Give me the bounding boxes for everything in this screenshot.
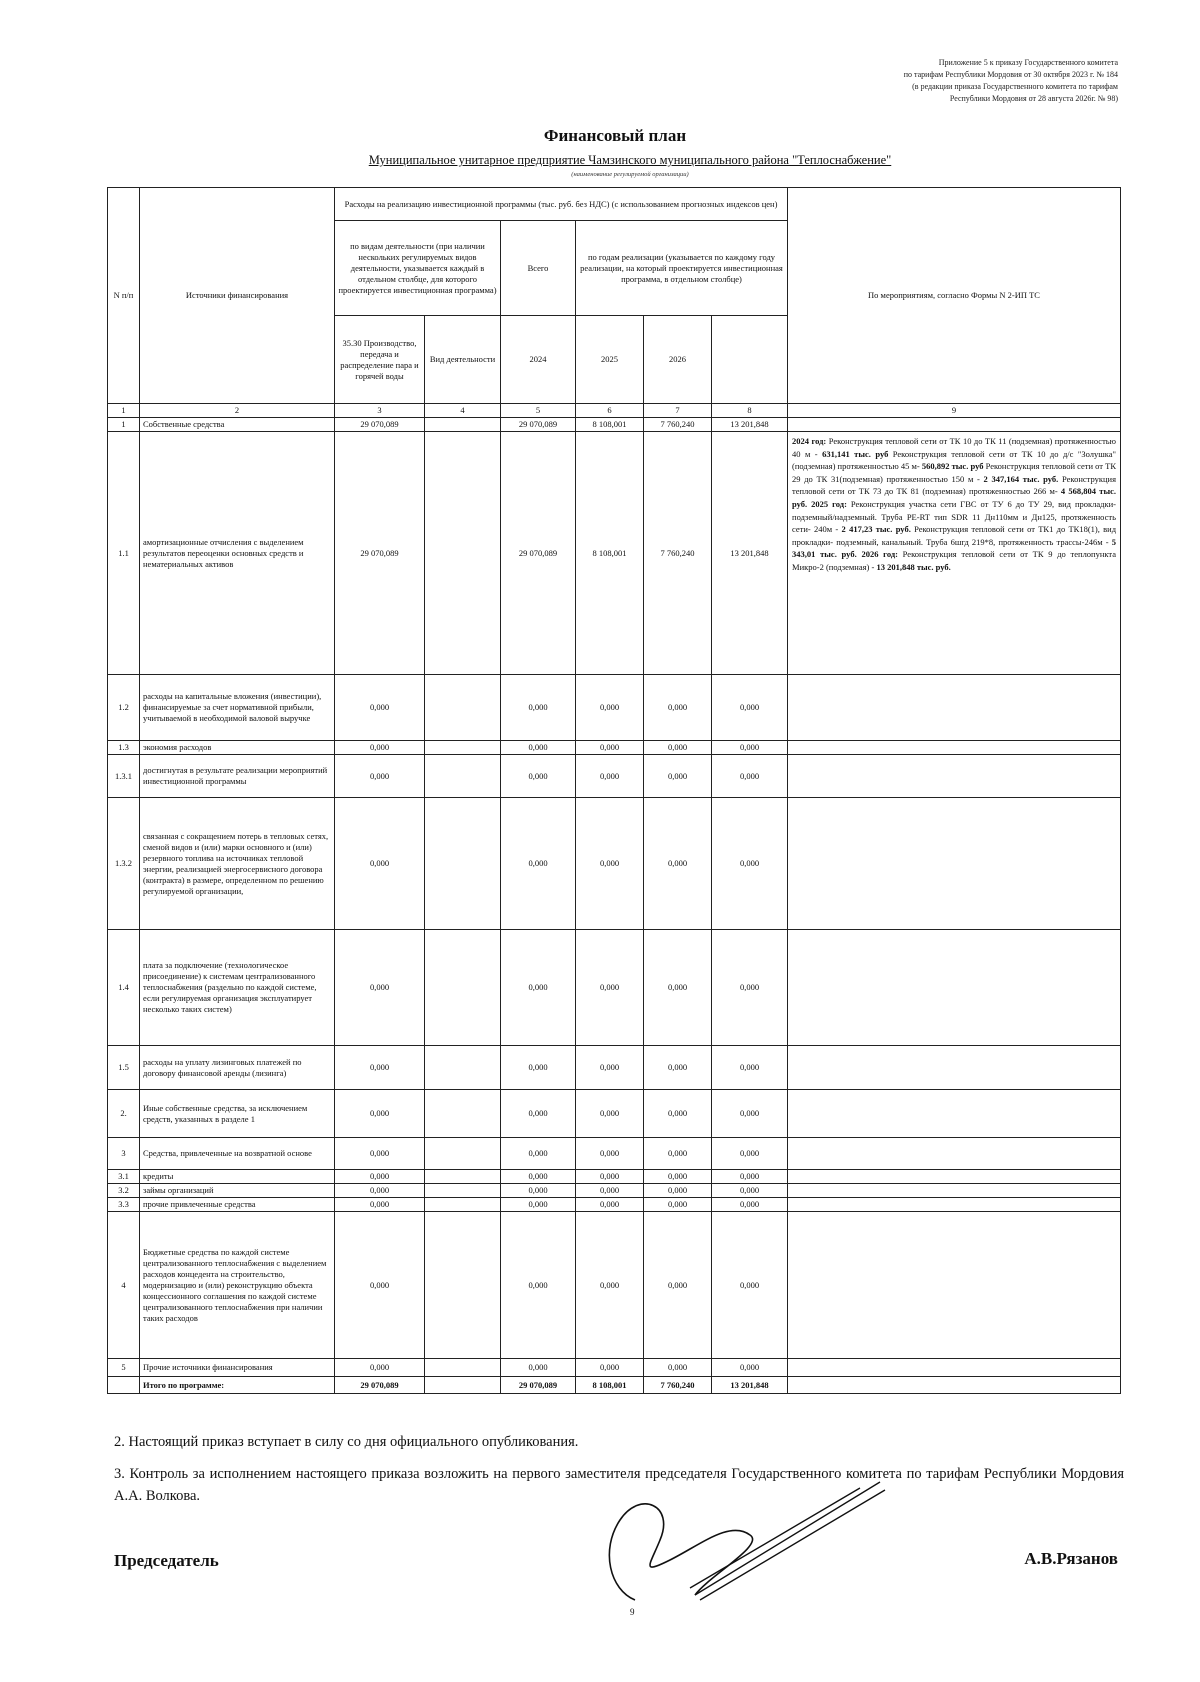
cell-2024: 0,000: [576, 1212, 644, 1359]
cell-2025: 0,000: [644, 1184, 712, 1198]
cell-events: [788, 1170, 1121, 1184]
signature: [600, 1480, 890, 1610]
table-row: [108, 1170, 1121, 1184]
cell-total: 0,000: [501, 1359, 576, 1377]
cell-activity-2: [425, 1359, 501, 1377]
cell-2025: 7 760,240: [644, 432, 712, 675]
cell-2025: 0,000: [644, 741, 712, 755]
financial-plan-table: [107, 187, 1121, 1394]
cell-events: [788, 1046, 1121, 1090]
table-row: [108, 1359, 1121, 1377]
document-title: Финансовый план: [543, 126, 687, 145]
row-source-name: займы организаций: [140, 1184, 335, 1198]
table-row: [108, 418, 1121, 432]
cell-total: 0,000: [501, 675, 576, 741]
row-number: [108, 1377, 140, 1394]
row-number: 1: [108, 418, 140, 432]
row-source-name: прочие привлеченные средства: [140, 1198, 335, 1212]
cell-activity-1: 0,000: [335, 1184, 425, 1198]
row-source-name: расходы на капитальные вложения (инвестиции), финансируемые за счет нормативной прибыли, учитываемой в необходимой валовой выручке: [140, 675, 335, 741]
cell-activity-2: [425, 675, 501, 741]
cell-activity-1: 0,000: [335, 1198, 425, 1212]
events-description-segment: 4 568,804 тыс. руб.: [792, 486, 1116, 509]
cell-2026: 0,000: [712, 1212, 788, 1359]
cell-2026: 0,000: [712, 1359, 788, 1377]
cell-activity-1: 0,000: [335, 930, 425, 1046]
cell-events: [788, 675, 1121, 741]
events-description-segment: Реконструкция тепловой сети от ТК 10 до д/с "Золушка" (подземная) протяженностью 45 м-: [792, 448, 1117, 472]
column-number-row: [108, 404, 1121, 418]
cell-2024: 0,000: [576, 1198, 644, 1212]
events-description-segment: 2024 год:: [792, 436, 827, 446]
cell-2024: 0,000: [576, 1359, 644, 1377]
header-activity-1: 35.30 Производство, передача и распределение пара и горячей воды: [335, 316, 425, 404]
cell-2026: 0,000: [712, 1198, 788, 1212]
table-row: [108, 675, 1121, 741]
table-row: [108, 1184, 1121, 1198]
cell-events: [788, 1359, 1121, 1377]
row-number: 1.5: [108, 1046, 140, 1090]
row-source-name: Прочие источники финансирования: [140, 1359, 335, 1377]
cell-2025: 0,000: [644, 798, 712, 930]
paragraph-2: 2. Настоящий приказ вступает в силу со дня официального опубликования.: [114, 1434, 579, 1450]
table-row: [108, 930, 1121, 1046]
cell-activity-1: 0,000: [335, 798, 425, 930]
events-description-segment: 631,141 тыс. руб: [822, 448, 889, 459]
cell-2026: 0,000: [712, 1138, 788, 1170]
header-by-year: по годам реализации (указывается по каждому году реализации, на который проектируется инвестиционная программа, в отдельном столбце): [576, 221, 788, 316]
table-row: [108, 1377, 1121, 1394]
cell-2025: 0,000: [644, 1198, 712, 1212]
table-row: [108, 1212, 1121, 1359]
events-description: [788, 432, 1121, 675]
events-description-segment: Реконструкция участка сети ГВС от ТУ 6 до ТУ 29, вид прокладки- подземный/надземный. Труба PE-RT тип SDR 11 Дн110мм и Дн125, протяженность сети- 240м -: [792, 498, 1117, 535]
events-description-segment: 2025 год:: [811, 498, 847, 509]
cell-2024: 0,000: [576, 798, 644, 930]
cell-events: [788, 1184, 1121, 1198]
colnum: 4: [425, 404, 501, 418]
cell-2026: 13 201,848: [712, 418, 788, 432]
cell-activity-2: [425, 1377, 501, 1394]
appendix-line-2: по тарифам Республики Мордовия от 30 октября 2023 г. № 184: [903, 70, 1118, 79]
cell-events: [788, 741, 1121, 755]
header-year-2026: 2026: [644, 316, 712, 404]
page-number: 9: [630, 1607, 635, 1617]
cell-2026: 0,000: [712, 798, 788, 930]
cell-2025: 0,000: [644, 930, 712, 1046]
row-source-name: достигнутая в результате реализации мероприятий инвестиционной программы: [140, 755, 335, 798]
paragraph-3: 3. Контроль за исполнением настоящего приказа возложить на первого заместителя председателя Государственного комитета по тарифам Республики Мордовия А.А. Волкова.: [114, 1466, 1124, 1504]
cell-total: 0,000: [501, 1212, 576, 1359]
cell-total: 0,000: [501, 755, 576, 798]
events-description-segment: Реконструкция тепловой сети от ТК1 до ТК18(1), вид прокладки- подземный, канальный. Труба 6шгд 219*8, протяженность трассы-246м -: [792, 524, 1117, 547]
cell-activity-2: [425, 1138, 501, 1170]
cell-2024: 8 108,001: [576, 432, 644, 675]
cell-total: 0,000: [501, 930, 576, 1046]
colnum: 8: [712, 404, 788, 418]
cell-2026: 0,000: [712, 741, 788, 755]
appendix-line-3: (в редакции приказа Государственного комитета по тарифам: [912, 82, 1118, 91]
row-source-name: Средства, привлеченные на возвратной основе: [140, 1138, 335, 1170]
header-source: Источники финансирования: [140, 188, 335, 404]
row-number: 3: [108, 1138, 140, 1170]
cell-2026: 0,000: [712, 675, 788, 741]
cell-activity-1: 29 070,089: [335, 418, 425, 432]
events-description-segment: Реконструкция тепловой сети от ТК 10 до ТК 11 (подземная) протяженностью 40 м -: [792, 436, 1117, 459]
cell-events: [788, 1198, 1121, 1212]
cell-2026: 0,000: [712, 1184, 788, 1198]
cell-total: 0,000: [501, 1170, 576, 1184]
cell-activity-2: [425, 755, 501, 798]
row-source-name: Собственные средства: [140, 418, 335, 432]
cell-activity-1: 0,000: [335, 1359, 425, 1377]
cell-2025: 0,000: [644, 1212, 712, 1359]
table-row: [108, 1198, 1121, 1212]
row-number: 2.: [108, 1090, 140, 1138]
cell-events: [788, 798, 1121, 930]
cell-activity-2: [425, 741, 501, 755]
row-number: 3.3: [108, 1198, 140, 1212]
cell-2026: 13 201,848: [712, 1377, 788, 1394]
events-description-segment: Реконструкция тепловой сети от ТК 29 до ТК 31(подземная) протяженностью 150 м -: [792, 461, 1117, 484]
cell-events: [788, 1212, 1121, 1359]
header-events: По мероприятиям, согласно Формы N 2-ИП ТС: [788, 188, 1121, 404]
cell-2024: 0,000: [576, 741, 644, 755]
cell-2025: 0,000: [644, 1359, 712, 1377]
table-row: [108, 432, 1121, 675]
cell-activity-2: [425, 1212, 501, 1359]
cell-2024: 0,000: [576, 1090, 644, 1138]
table-row: [108, 741, 1121, 755]
cell-2025: 0,000: [644, 1138, 712, 1170]
cell-total: 29 070,089: [501, 432, 576, 675]
row-number: 1.3.2: [108, 798, 140, 930]
appendix-line-1: Приложение 5 к приказу Государственного комитета: [938, 58, 1118, 67]
cell-activity-1: 0,000: [335, 1212, 425, 1359]
organization-caption: (наименование регулируемой организации): [571, 171, 689, 178]
cell-2024: 0,000: [576, 755, 644, 798]
row-number: 3.1: [108, 1170, 140, 1184]
cell-2026: 0,000: [712, 755, 788, 798]
cell-total: 29 070,089: [501, 418, 576, 432]
cell-events: [788, 1377, 1121, 1394]
cell-2024: 8 108,001: [576, 1377, 644, 1394]
colnum: 2: [140, 404, 335, 418]
colnum: 5: [501, 404, 576, 418]
row-source-name: плата за подключение (технологическое присоединение) к системам централизованного теплоснабжения (раздельно по каждой системе, если регулируемая организация эксплуатирует несколько таких систем): [140, 930, 335, 1046]
cell-2025: 7 760,240: [644, 418, 712, 432]
row-number: 1.4: [108, 930, 140, 1046]
row-number: 1.2: [108, 675, 140, 741]
row-number: 4: [108, 1212, 140, 1359]
cell-activity-2: [425, 930, 501, 1046]
cell-2026: 13 201,848: [712, 432, 788, 675]
row-source-name: экономия расходов: [140, 741, 335, 755]
cell-activity-1: 29 070,089: [335, 1377, 425, 1394]
appendix-note: [904, 57, 1118, 105]
events-description-segment: 13 201,848 тыс. руб.: [876, 561, 951, 572]
cell-2025: 0,000: [644, 1046, 712, 1090]
events-description-segment: 2 347,164 тыс. руб.: [983, 473, 1059, 484]
events-description-segment: 2 417,23 тыс. руб.: [841, 524, 911, 535]
cell-activity-1: 29 070,089: [335, 432, 425, 675]
row-source-name: Иные собственные средства, за исключением средств, указанных в разделе 1: [140, 1090, 335, 1138]
table-row: [108, 1090, 1121, 1138]
organization-name: Муниципальное унитарное предприятие Чамзинского муниципального района "Теплоснабжение": [368, 153, 892, 167]
cell-activity-1: 0,000: [335, 1138, 425, 1170]
header-year-2024: 2024: [501, 316, 576, 404]
colnum: 9: [788, 404, 1121, 418]
events-description-segment: Реконструкция тепловой сети от ТК 73 до ТК 81 (подземная) протяженностью 266 м-: [792, 473, 1116, 497]
row-source-name: амортизационные отчисления с выделением результатов переоценки основных средств и нематериальных активов: [140, 432, 335, 675]
header-by-activity: по видам деятельности (при наличии нескольких регулируемых видов деятельности, указывается каждый в отдельном столбце, для которого проектируется инвестиционная программа): [335, 221, 501, 316]
table-row: [108, 798, 1121, 930]
appendix-line-4: Республики Мордовия от 28 августа 2026г. № 98): [949, 94, 1118, 103]
events-description-segment: 5 343,01 тыс. руб.: [792, 536, 1117, 560]
row-number: 5: [108, 1359, 140, 1377]
cell-2026: 0,000: [712, 1046, 788, 1090]
row-source-name: расходы на уплату лизинговых платежей по договору финансовой аренды (лизинга): [140, 1046, 335, 1090]
cell-2025: 0,000: [644, 755, 712, 798]
cell-2026: 0,000: [712, 1090, 788, 1138]
cell-total: 29 070,089: [501, 1377, 576, 1394]
cell-activity-1: 0,000: [335, 1090, 425, 1138]
cell-activity-1: 0,000: [335, 741, 425, 755]
row-source-name: Итого по программе:: [140, 1377, 335, 1394]
cell-activity-2: [425, 418, 501, 432]
cell-2025: 0,000: [644, 1170, 712, 1184]
cell-total: 0,000: [501, 741, 576, 755]
cell-2024: 0,000: [576, 1184, 644, 1198]
events-description-segment: 560,892 тыс. руб: [921, 461, 984, 472]
table-row: [108, 1138, 1121, 1170]
cell-activity-2: [425, 798, 501, 930]
cell-activity-1: 0,000: [335, 1046, 425, 1090]
cell-2024: 0,000: [576, 1046, 644, 1090]
cell-activity-2: [425, 1170, 501, 1184]
cell-activity-1: 0,000: [335, 1170, 425, 1184]
cell-total: 0,000: [501, 1046, 576, 1090]
cell-events: [788, 1138, 1121, 1170]
header-num: N п/п: [108, 188, 140, 404]
table-row: [108, 1046, 1121, 1090]
cell-2024: 0,000: [576, 1170, 644, 1184]
events-description-segment: Реконструкция тепловой сети от ТК 9 до теплопункта Микро-2 (подземная) -: [792, 549, 1117, 572]
cell-2025: 0,000: [644, 675, 712, 741]
cell-events: [788, 418, 1121, 432]
cell-2024: 8 108,001: [576, 418, 644, 432]
cell-total: 0,000: [501, 798, 576, 930]
cell-events: [788, 755, 1121, 798]
cell-total: 0,000: [501, 1198, 576, 1212]
signer-name: А.В.Рязанов: [1024, 1549, 1118, 1568]
cell-activity-2: [425, 1046, 501, 1090]
cell-2025: 7 760,240: [644, 1377, 712, 1394]
colnum: 3: [335, 404, 425, 418]
colnum: 7: [644, 404, 712, 418]
cell-2025: 0,000: [644, 1090, 712, 1138]
cell-events: [788, 930, 1121, 1046]
cell-2026: 0,000: [712, 1170, 788, 1184]
row-number: 3.2: [108, 1184, 140, 1198]
header-activity-2: Вид деятельности: [425, 316, 501, 404]
cell-2026: 0,000: [712, 930, 788, 1046]
header-year-2025: 2025: [576, 316, 644, 404]
colnum: 1: [108, 404, 140, 418]
header-expenses: Расходы на реализацию инвестиционной программы (тыс. руб. без НДС) (с использованием прогнозных индексов цен): [335, 188, 788, 221]
row-source-name: Бюджетные средства по каждой системе централизованного теплоснабжения с выделением расходов концедента на строительство, модернизацию и (или) реконструкцию объекта концессионного соглашения по каждой системе централизованного теплоснабжения при наличии таких расходов: [140, 1212, 335, 1359]
cell-activity-1: 0,000: [335, 755, 425, 798]
cell-2024: 0,000: [576, 1138, 644, 1170]
cell-activity-2: [425, 1184, 501, 1198]
events-description-segment: 2026 год:: [861, 549, 898, 560]
cell-2024: 0,000: [576, 675, 644, 741]
cell-activity-1: 0,000: [335, 675, 425, 741]
row-number: 1.3.1: [108, 755, 140, 798]
cell-activity-2: [425, 432, 501, 675]
signer-role: Председатель: [114, 1551, 219, 1570]
cell-total: 0,000: [501, 1138, 576, 1170]
header-total: Всего: [501, 221, 576, 316]
cell-total: 0,000: [501, 1090, 576, 1138]
cell-total: 0,000: [501, 1184, 576, 1198]
cell-activity-2: [425, 1090, 501, 1138]
row-number: 1.3: [108, 741, 140, 755]
colnum: 6: [576, 404, 644, 418]
row-source-name: связанная с сокращением потерь в тепловых сетях, сменой видов и (или) марки основного и (или) резервного топлива на источниках тепловой энергии, реализацией энергосервисного договора (контракта) в размере, определенном по решению регулируемой организации,: [140, 798, 335, 930]
row-source-name: кредиты: [140, 1170, 335, 1184]
table-row: [108, 755, 1121, 798]
cell-events: [788, 1090, 1121, 1138]
cell-activity-2: [425, 1198, 501, 1212]
cell-2024: 0,000: [576, 930, 644, 1046]
row-number: 1.1: [108, 432, 140, 675]
